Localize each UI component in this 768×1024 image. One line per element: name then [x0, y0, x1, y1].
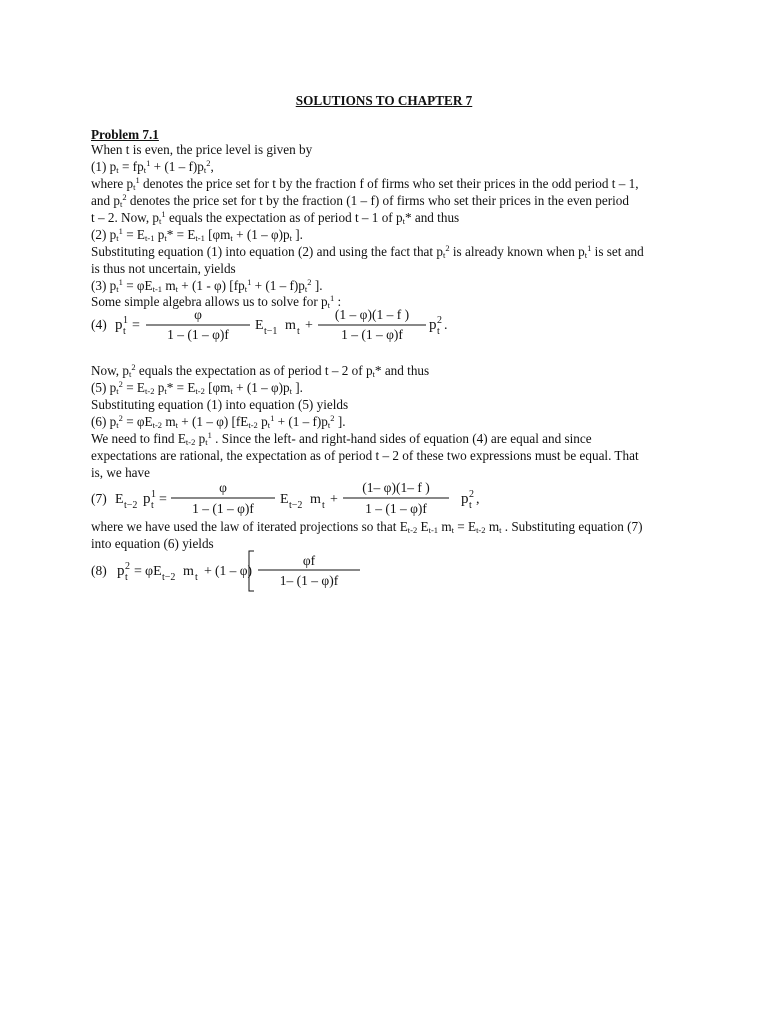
svg-text:1 – (1 – φ)f: 1 – (1 – φ)f [192, 501, 254, 516]
text-line: When t is even, the price level is given by [91, 142, 313, 157]
text-line: is, we have [91, 465, 150, 480]
text-line: where $p_t^1$ denotes the price set for t by the fraction f of firms who set their prices in the odd period t – 1, [91, 175, 639, 192]
text-line: Some simple algebra allows us to solve for $p_t^1$ : [91, 293, 342, 310]
svg-text:φE: φE [145, 564, 162, 579]
svg-text:1 – (1 – φ)f: 1 – (1 – φ)f [341, 327, 403, 342]
text-line: is thus not uncertain, yields [91, 261, 236, 276]
svg-text:(1 – φ): (1 – φ) [215, 563, 253, 578]
svg-text:=: = [159, 492, 167, 507]
svg-text:m: m [183, 564, 194, 579]
equation-8 [91, 547, 711, 591]
svg-text:t−2: t−2 [124, 500, 138, 511]
svg-text:(7): (7) [91, 491, 107, 506]
text-line: where we have used the law of iterated projections so that $E_{t-2}$ $E_{t-1}$ $m_t = E_{t-2}$ $m_t$ . Substituting equation (7) [91, 519, 643, 535]
svg-text:+: + [204, 564, 212, 579]
text-line: t – 2. Now, $p_t^1$ equals the expectation as of period t – 1 of $p_t*$ and thus [91, 209, 460, 226]
svg-text:t: t [125, 572, 128, 583]
svg-text:t: t [151, 500, 154, 511]
equation-7 [91, 476, 691, 516]
svg-text:p: p [429, 317, 437, 333]
svg-text:.: . [444, 318, 448, 333]
svg-text:p: p [143, 491, 151, 507]
text-line: expectations are rational, the expectation as of period t – 2 of these two expressions must be equal. That [91, 448, 639, 463]
svg-text:φ: φ [219, 480, 227, 495]
text-line: (2) $p_t^1 = E_{t-1}$ $p_t* = E_{t-1}$ [$\varphi m_t + (1 - \varphi)p_t$ ]. [91, 226, 303, 243]
text-line: (3) $p_t^1 = \varphi E_{t-1}$ $m_t + (1 - \varphi) [fp_t^1 + (1 - f)p_t^2$ ]. [91, 277, 323, 294]
svg-text:m: m [285, 318, 296, 333]
svg-text:m: m [310, 492, 321, 507]
svg-text:φf: φf [302, 553, 316, 568]
text-line: (5) $p_t^2 = E_{t-2}$ $p_t* = E_{t-2}$ [$\varphi m_t + (1 - \varphi)p_t$ ]. [91, 379, 303, 396]
text-line: (1) $p_t = fp_t^1 + (1 - f)p_t^2$, [91, 158, 214, 175]
svg-text:t−2: t−2 [289, 500, 303, 511]
svg-text:+: + [330, 492, 338, 507]
equation-7-svg [91, 476, 691, 516]
svg-text:2: 2 [469, 489, 474, 500]
text-line: Substituting equation (1) into equation (2) and using the fact that $p_t^2$ is already known when $p_t^1$ is set and [91, 243, 644, 260]
svg-text:1 – (1 – φ)f: 1 – (1 – φ)f [365, 501, 427, 516]
svg-text:1– (1 – φ)f: 1– (1 – φ)f [279, 573, 339, 588]
svg-text:p: p [117, 563, 125, 579]
svg-text:φ: φ [194, 307, 202, 322]
svg-text:(4): (4) [91, 317, 107, 332]
svg-text:1 – (1 – φ)f: 1 – (1 – φ)f [167, 327, 229, 342]
svg-text:(1– φ)(1– f ): (1– φ)(1– f ) [362, 480, 430, 495]
svg-text:t−2: t−2 [162, 572, 176, 583]
svg-text:=: = [132, 318, 140, 333]
svg-text:p: p [461, 491, 469, 507]
svg-text:t: t [469, 500, 472, 511]
text-line: (6) $p_t^2 = \varphi E_{t-2}$ $m_t + (1 - \varphi)$ [$fE_{t-2}$ $p_t^1 + (1 - f)p_t^2$ ]. [91, 413, 346, 430]
svg-text:t: t [123, 326, 126, 337]
text-line: Now, $p_t^2$ equals the expectation as of period t – 2 of $p_t*$ and thus [91, 362, 430, 379]
svg-text:2: 2 [125, 561, 130, 572]
svg-text:t: t [322, 500, 325, 511]
svg-text:E: E [255, 318, 264, 333]
svg-text:E: E [280, 492, 289, 507]
svg-text:t: t [195, 572, 198, 583]
svg-text:1: 1 [151, 489, 156, 500]
svg-text:2: 2 [437, 315, 442, 326]
text-line: Substituting equation (1) into equation (5) yields [91, 397, 349, 412]
svg-text:t: t [297, 326, 300, 337]
svg-text:1: 1 [123, 315, 128, 326]
text-line: into equation (6) yields [91, 536, 214, 551]
svg-text:t−1: t−1 [264, 326, 278, 337]
svg-text:t: t [437, 326, 440, 337]
page-title: SOLUTIONS TO CHAPTER 7 [295, 93, 473, 108]
problem-heading: Problem 7.1 [91, 127, 159, 142]
text-line: We need to find $E_{t-2}$ $p_t^1$ . Since the left- and right-hand sides of equation (4) are equal and since [91, 430, 592, 447]
svg-text:+: + [305, 318, 313, 333]
svg-text:p: p [115, 317, 123, 333]
svg-text:(1 – φ)(1 – f ): (1 – φ)(1 – f ) [334, 307, 410, 322]
svg-text:E: E [115, 492, 124, 507]
svg-text:=: = [134, 564, 142, 579]
equation-4-svg [91, 305, 691, 345]
equation-4 [91, 305, 691, 345]
svg-text:,: , [476, 492, 480, 507]
equation-8-svg [91, 547, 711, 591]
svg-text:(8): (8) [91, 563, 107, 578]
text-line: and $p_t^2$ denotes the price set for t by the fraction (1 – f) of firms who set their prices in the even period [91, 192, 629, 209]
